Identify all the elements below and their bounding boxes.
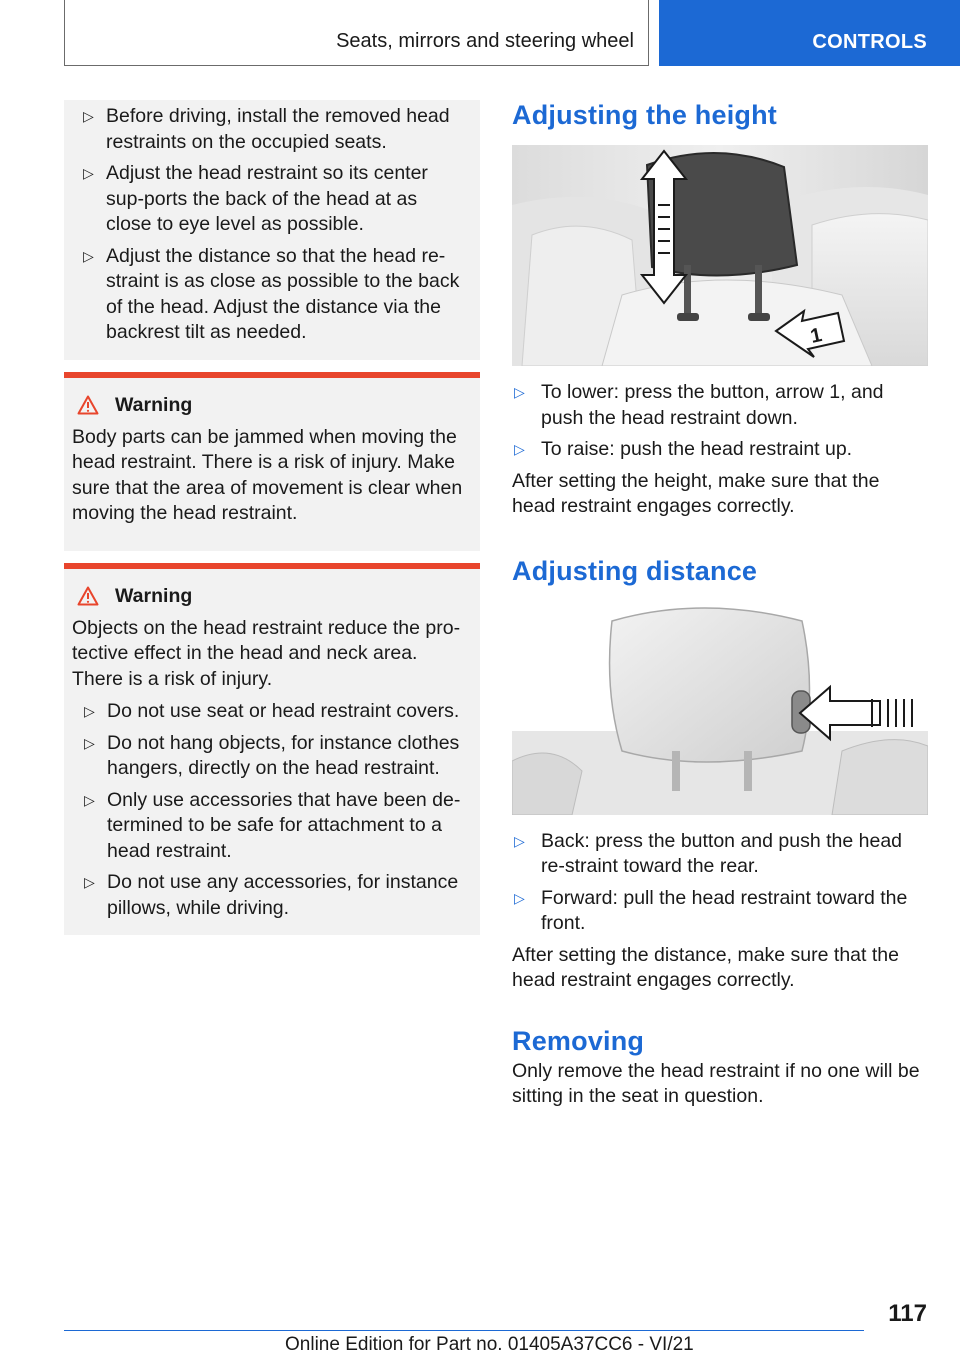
- list-item: ▷ To raise: push the head restraint up.: [512, 437, 928, 463]
- instructions-panel: [64, 100, 480, 360]
- warning-text: Body parts can be jammed when moving the head restraint. There is a risk of injury. Make sure that the area of movement is clear when moving the head restraint.: [72, 425, 463, 524]
- controls-tab[interactable]: [659, 0, 960, 66]
- header-section-title-box: [64, 0, 649, 66]
- list-item: ▷ Back: press the button and push the head re-straint toward the rear.: [514, 829, 903, 877]
- bullet-triangle-icon: ▷: [84, 703, 95, 719]
- page-number: 117: [888, 1300, 927, 1327]
- warning-box-jamming: [64, 372, 480, 551]
- distance-note: After setting the distance, make sure that the head restraint engages correctly.: [512, 943, 899, 991]
- list-item: ▷ Forward: pull the head restraint toward the front.: [514, 886, 908, 934]
- right-column: [512, 100, 928, 1110]
- removing-text: Only remove the head restraint if no one will be sitting in the seat in question.: [512, 1059, 920, 1107]
- list-item: ▷ Do not use any accessories, for instance pillows, while driving.: [84, 871, 459, 919]
- left-column: [64, 100, 480, 935]
- bullet-triangle-icon: ▷: [514, 384, 525, 400]
- head-restraint-distance-illustration: [512, 601, 928, 815]
- list-item: ▷ Adjust the distance so that the head re-straint is as close as possible to the back of the head. Adjust the distance via the backrest tilt as needed.: [83, 244, 460, 343]
- heading-adjusting-height: Adjusting the height: [512, 100, 777, 130]
- instructions-list: [71, 104, 466, 346]
- bullet-triangle-icon: ▷: [84, 874, 95, 890]
- warning-heading: Warning: [72, 394, 466, 417]
- head-restraint-height-illustration: [512, 145, 928, 366]
- warning-triangle-icon: [77, 395, 99, 415]
- heading-removing: Removing: [512, 1025, 645, 1056]
- bullet-triangle-icon: ▷: [83, 165, 94, 181]
- list-item: ▷ Before driving, install the removed head restraints on the occupied seats.: [83, 105, 450, 153]
- distance-steps-list: [512, 829, 928, 937]
- bullet-triangle-icon: ▷: [514, 889, 525, 906]
- height-note: After setting the height, make sure that the head restraint engages correctly.: [512, 469, 880, 517]
- callout-label: 1: [808, 324, 824, 348]
- list-item: ▷ Do not hang objects, for instance clothes hangers, directly on the head restraint.: [84, 731, 460, 779]
- list-item: ▷ Only use accessories that have been de-termined to be safe for attachment to a head restraint.: [84, 788, 461, 862]
- bullet-triangle-icon: ▷: [83, 108, 94, 124]
- warning-text: Objects on the head restraint reduce the pro-tective effect in the head and neck area. There is a risk of injury.: [72, 616, 461, 690]
- footer-divider: [64, 1330, 864, 1331]
- bullet-triangle-icon: ▷: [83, 247, 94, 264]
- bullet-triangle-icon: ▷: [514, 441, 525, 457]
- list-item: ▷ Adjust the head restraint so its center sup-ports the back of the head at as close to eye level as possible.: [83, 162, 428, 235]
- bullet-triangle-icon: ▷: [84, 791, 95, 808]
- bullet-triangle-icon: ▷: [514, 832, 525, 849]
- warning-list: [72, 699, 466, 921]
- edition-footer: Online Edition for Part no. 01405A37CC6 - VI/21: [285, 1334, 694, 1355]
- warning-triangle-icon: [77, 586, 99, 606]
- bullet-triangle-icon: ▷: [84, 734, 95, 751]
- controls-tab-label: CONTROLS: [812, 31, 927, 53]
- heading-adjusting-distance: Adjusting distance: [512, 555, 758, 586]
- list-item: ▷ Do not use seat or head restraint covers.: [72, 699, 466, 725]
- warning-box-objects: [64, 563, 480, 936]
- height-steps-list: [512, 380, 928, 463]
- section-title: Seats, mirrors and steering wheel: [336, 30, 634, 52]
- list-item: ▷ To lower: press the button, arrow 1, and push the head restraint down.: [514, 381, 884, 429]
- warning-heading: Warning: [72, 585, 466, 608]
